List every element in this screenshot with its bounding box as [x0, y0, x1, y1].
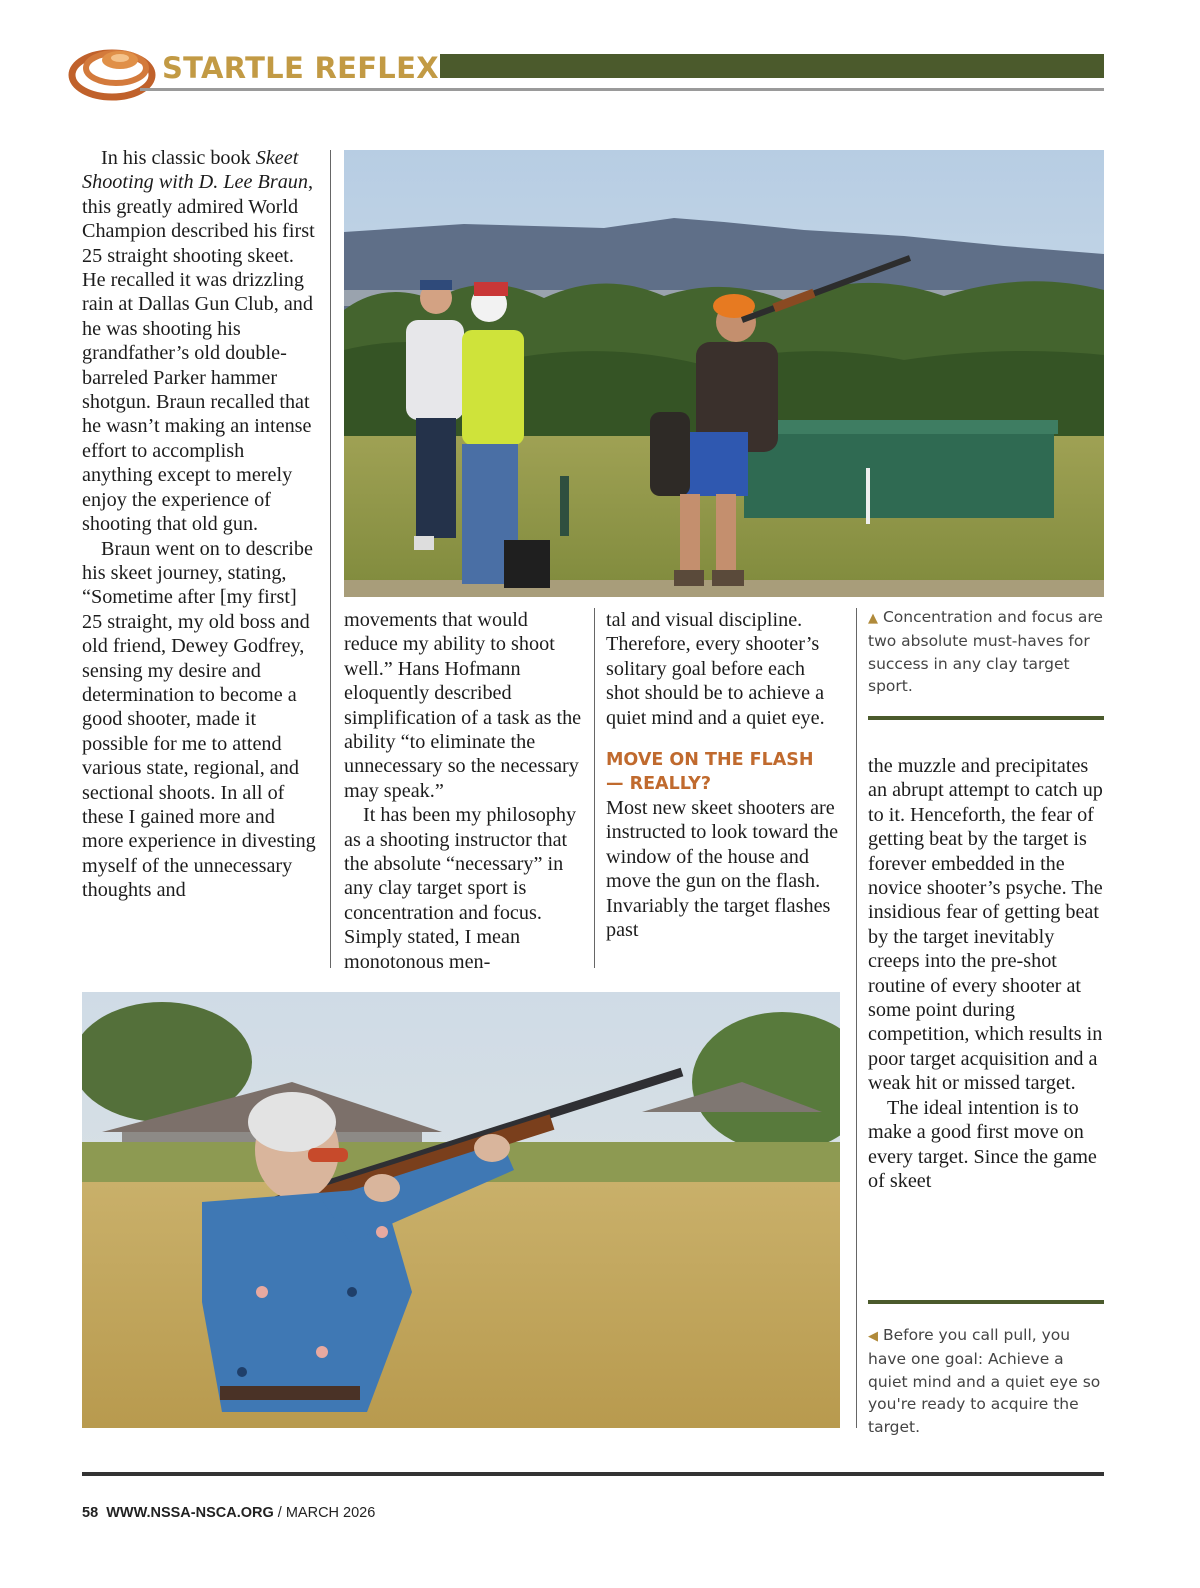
photo-caption-bottom: ◀ Before you call pull, you have one goal: Achieve a quiet mind and a quiet eye so you're ready to acquire the target.: [868, 1326, 1101, 1436]
caption-rule: [868, 1300, 1104, 1304]
footer-rule: [82, 1472, 1104, 1476]
subheading: MOVE ON THE FLASH — REALLY?: [606, 750, 814, 795]
page-number: 58: [82, 1505, 99, 1521]
senior-shooter-photo: [82, 992, 840, 1428]
paragraph: movements that would reduce my ability to shoot well.” Hans Hofmann eloquently described simplification of a task as the ability “to eliminate the unnecessary so the necessary may speak.”: [344, 609, 582, 802]
clay-target-logo-icon: [66, 40, 156, 102]
caption-rule: [868, 716, 1104, 720]
article-column-4: [868, 754, 1104, 1193]
paragraph: the muzzle and precipitates an abrupt attempt to catch up to it. Henceforth, the fear of getting beat by the target is forever embedded in the novice shooter’s psyche. The insidious fear of getting beat by the target inevitably creeps into the pre-shot routine of every shooter at some point during competition, which results in poor target acquisition and a weak hit or missed target.: [868, 755, 1103, 1095]
issue-date: MARCH 2026: [285, 1505, 376, 1521]
article-column-3: [606, 608, 842, 942]
website-link[interactable]: WWW.NSSA-NSCA.ORG: [106, 1505, 274, 1521]
paragraph: Most new skeet shooters are instructed to look toward the window of the house and move the gun on the flash. Invariably the target flashes past: [606, 797, 839, 942]
section-title: STARTLE REFLEX: [162, 51, 439, 85]
header-rule: [140, 88, 1104, 91]
paragraph: Braun went on to describe his skeet journey, stating, “Sometime after [my first] 25 straight, my old boss and old friend, Dewey Godfrey, sensing my desire and determination to become a good shooter, made it possible for me to attend various state, regional, and sectional shoots. In all of these I gained more and more experience in divesting myself of the unnecessary thoughts and: [82, 537, 316, 902]
article-column-2: [344, 608, 584, 974]
article-column-1: [82, 146, 318, 903]
column-divider: [856, 608, 857, 1428]
paragraph: tal and visual discipline. Therefore, every shooter’s solitary goal before each shot should be to achieve a quiet mind and a quiet eye.: [606, 609, 825, 729]
column-divider: [594, 608, 595, 968]
column-divider: [330, 150, 331, 968]
skeet-shooters-photo: [344, 150, 1104, 597]
header-bar: [440, 54, 1104, 78]
photo-caption-top: ▲ Concentration and focus are two absolute must-haves for success in any clay target sport.: [868, 608, 1103, 696]
paragraph: The ideal intention is to make a good first move on every target. Since the game of skeet: [868, 1096, 1097, 1192]
paragraph: It has been my philosophy as a shooting instructor that the absolute “necessary” in any clay target sport is concentration and focus. Simply stated, I mean monotonous men-: [344, 804, 577, 973]
book-title: Skeet Shooting with D. Lee Braun: [82, 147, 308, 194]
page-footer: 58 WWW.NSSA-NSCA.ORG / MARCH 2026: [82, 1505, 376, 1521]
paragraph: In his classic book Skeet Shooting with D. Lee Braun, this greatly admired World Champion described his first 25 straight shooting skeet. He recalled it was drizzling rain at Dallas Gun Club, and he was shooting his grandfather’s old double-barreled Parker hammer shotgun. Braun recalled that he wasn’t making an intense effort to accomplish anything except to merely enjoy the experience of shooting that old gun.: [82, 147, 315, 536]
triangle-up-icon: ▲: [868, 611, 878, 626]
triangle-left-icon: ◀: [868, 1329, 878, 1344]
